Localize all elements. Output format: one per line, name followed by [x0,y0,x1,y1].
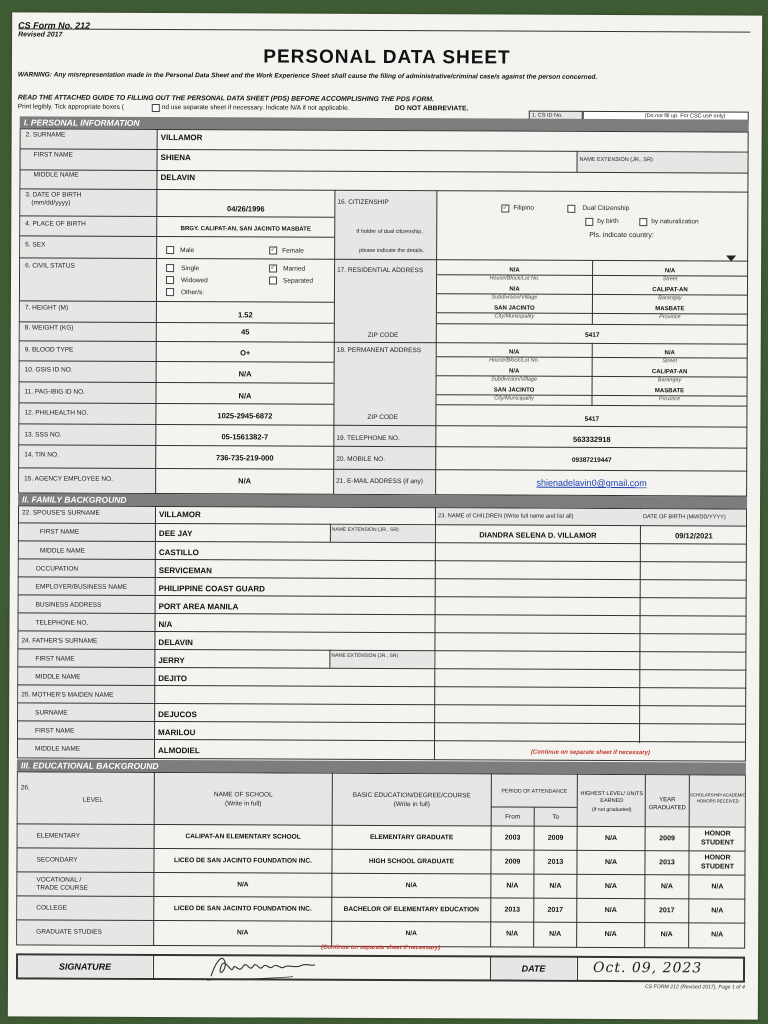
date-label: DATE [521,963,546,974]
education-school-cell: LICEO DE SAN JACINTO FOUNDATION INC. [174,857,312,865]
single-checkbox[interactable] [166,264,174,272]
occupation-value: SERVICEMAN [158,566,212,576]
sex-label: 5. SEX [25,241,46,249]
print-instruction-b: nd use separate sheet if necessary. Indicate N/A if not applicable. [161,104,350,112]
email-value[interactable]: shienadelavin0@gmail.com [536,477,647,489]
separated-label: Separated [283,277,314,285]
res-house-value: N/A [509,267,520,274]
others-label: Other/s: [180,289,205,297]
weight-value: 45 [241,327,250,337]
education-year-cell: N/A [660,931,673,939]
handwritten-date: Oct. 09, 2023 [592,959,703,977]
married-label: Married [283,265,306,273]
education-year-cell: 2013 [659,859,675,867]
agency-employee-value: N/A [238,476,252,486]
father-first-value: JERRY [158,656,185,666]
level-header: LEVEL [82,796,104,804]
education-from-cell: N/A [506,930,519,938]
education-school-cell: CALIPAT-AN ELEMENTARY SCHOOL [185,833,301,841]
education-honors-cell: N/A [711,883,724,891]
telephone-label: 19. TELEPHONE NO. [336,434,400,443]
school-subheader: (Write in full) [225,800,262,808]
spouse-telephone-label: TELEPHONE NO. [35,619,89,627]
height-value: 1.52 [238,310,253,320]
surname-value: VILLAMOR [160,133,203,143]
form-number: CS Form No. 212 [18,20,91,31]
employer-label: EMPLOYER/BUSINESS NAME [35,583,128,591]
perm-street-caption: Street [662,358,678,365]
education-continue-note: (Continue on separate sheet if necessary) [321,944,441,952]
mother-first-value: MARILOU [158,728,196,738]
school-header: NAME OF SCHOOL [213,791,273,799]
education-year-cell: N/A [660,883,673,891]
by-birth-checkbox[interactable] [585,218,593,226]
indicate-country-label: Pls. indicate country: [589,231,654,240]
dual-citizenship-label: Dual Citizenship [582,204,630,213]
pob-value: BRGY. CALIPAT-AN, SAN JACINTO MASBATE [180,226,311,233]
education-from-cell: 2013 [504,906,521,914]
spouse-name-ext-label: NAME EXTENSION (JR., SR) [331,526,399,534]
spouse-telephone-value: N/A [158,620,173,630]
section-family-background: II. FAMILY BACKGROUND [18,493,747,508]
education-honors-cell: HONOR [704,854,731,862]
res-subd-caption: Subdivision/Village [491,294,538,301]
gsis-value: N/A [238,369,252,379]
pagibig-value: N/A [238,391,252,401]
do-not-abbreviate: DO NOT ABBREVIATE. [394,105,469,113]
sss-value: 05-1561382-7 [221,432,269,442]
page-title: PERSONAL DATA SHEET [263,46,511,69]
weight-label: 8. WEIGHT (KG) [24,324,74,332]
tin-label: 14. TIN NO. [24,451,59,459]
top-rule [18,28,750,32]
perm-street-value: N/A [664,350,675,357]
first-name-value: SHIENA [160,153,191,163]
education-highest-cell: N/A [604,930,617,939]
dob-label: 3. DATE OF BIRTH [25,191,82,199]
form-reference: CS FORM 212 (Revised 2017), Page 1 of 4 [644,984,745,991]
father-middle-label: MIDDLE NAME [35,673,81,681]
filipino-checkbox[interactable]: ✓ [502,204,509,212]
section-educational-background: III. EDUCATIONAL BACKGROUND [17,759,746,774]
spouse-surname-label: 22. SPOUSE'S SURNAME [21,509,100,517]
father-surname-value: DELAVIN [158,638,193,648]
mother-middle-value: ALMODIEL [157,746,200,756]
spouse-surname-value: VILLAMOR [158,510,201,520]
spouse-middle-label: MIDDLE NAME [39,547,86,555]
education-honors-cell-line2: STUDENT [700,863,735,871]
spouse-first-label: FIRST NAME [39,528,80,536]
read-guide-text: READ THE ATTACHED GUIDE TO FILLING OUT THE PERSONAL DATA SHEET (PDS) BEFORE ACCOMPLISHING THE PDS FORM. [17,94,434,104]
education-course-cell: ELEMENTARY GRADUATE [369,833,454,842]
perm-province-value: MASBATE [654,388,685,395]
education-level: COLLEGE [36,904,68,912]
perm-brgy-caption: Barangay [657,377,682,384]
filipino-label: Filipino [513,204,534,212]
education-from-cell: N/A [506,882,519,890]
res-prov-caption: Province [659,314,681,321]
residential-address-label: 17. RESIDENTIAL ADDRESS [337,266,424,275]
mother-surname-value: DEJUCOS [158,710,197,720]
res-city-caption: City/Municipality [494,313,535,320]
from-header: From [505,813,521,821]
education-school-cell: LICEO DE SAN JACINTO FOUNDATION INC. [173,905,312,913]
course-subheader: (Write in full) [393,801,430,809]
period-header: PERIOD OF ATTENDANCE [501,788,568,795]
warning-text: WARNING: Any misrepresentation made in the Personal Data Sheet and the Work Experience Sheet shall cause the filing of administrative/criminal case/s against the person concerned. [17,71,598,81]
res-city-value: SAN JACINTO [494,305,535,312]
perm-prov-caption: Province [658,396,681,403]
education-to-cell: 2017 [547,906,564,914]
others-checkbox[interactable] [166,288,174,296]
education-level-line2: TRADE COURSE [36,884,89,892]
mobile-value: 09387219447 [571,456,612,464]
res-brgy-caption: Barangay [658,295,682,302]
telephone-value: 563332918 [573,434,611,444]
perm-zip-label: ZIP CODE [367,413,399,422]
education-year-cell: 2017 [658,907,675,915]
by-naturalization-label: by naturalization [651,218,699,226]
male-checkbox[interactable] [166,246,174,254]
dob-format: (mm/dd/yyyy) [31,199,71,207]
civil-status-label: 6. CIVIL STATUS [25,262,75,270]
dual-citizenship-checkbox[interactable] [567,205,575,213]
single-label: Single [181,265,200,273]
widowed-label: Widowed [181,277,208,285]
by-birth-label: by birth [597,217,619,226]
perm-house-caption: House/Block/Lot No. [489,357,540,364]
education-highest-cell: N/A [604,882,617,891]
dual-holder-note: If holder of dual citizenship, [356,228,423,236]
father-surname-label: 24. FATHER'S SURNAME [21,637,98,645]
education-course-cell: N/A [405,882,418,890]
highest-subheader: (if not graduated) [591,806,632,814]
citizenship-label: 16. CITIZENSHIP [337,198,389,207]
education-course-cell: N/A [405,930,417,938]
middle-name-label: MIDDLE NAME [33,171,79,179]
children-label: 23. NAME of CHILDREN (Write full name and list all) [437,513,574,520]
gsis-label: 10. GSIS ID NO. [24,366,73,374]
res-barangay-value: CALIPAT-AN [652,287,688,294]
course-header: BASIC EDUCATION/DEGREE/COURSE [352,791,471,800]
res-subdivision-value: N/A [509,286,520,293]
education-year-cell: 2009 [659,835,675,843]
education-from-cell: 2009 [504,858,521,866]
father-name-ext-label: NAME EXTENSION (JR., SR) [331,652,399,660]
child-dob-label: DATE OF BIRTH (MM/DD/YYYY) [642,514,726,521]
res-street-caption: Street [662,276,678,283]
education-school-cell: N/A [237,881,249,889]
education-course-cell: BACHELOR OF ELEMENTARY EDUCATION [343,905,479,914]
pds-form-sheet [8,12,762,1019]
signature-image [203,952,323,985]
res-zip-label: ZIP CODE [367,331,399,340]
education-to-cell: N/A [549,882,562,890]
sss-label: 13. SSS NO. [24,431,62,439]
dob-value: 04/26/1996 [227,204,265,214]
education-level: SECONDARY [36,856,78,864]
perm-house-value: N/A [509,349,520,356]
female-checkbox[interactable]: ✓ [270,246,277,254]
employer-value: PHILIPPINE COAST GUARD [158,584,265,594]
education-level: VOCATIONAL / [36,876,82,884]
middle-name-value: DELAVIN [160,173,196,183]
res-house-caption: House/Block/Lot No. [489,275,540,282]
education-level: GRADUATE STUDIES [36,928,102,936]
business-address-label: BUSINESS ADDRESS [35,601,102,609]
education-from-cell: 2003 [504,834,521,842]
blood-type-label: 9. BLOOD TYPE [24,346,74,354]
education-highest-cell: N/A [605,834,618,843]
surname-label: 2. SURNAME [25,131,66,139]
res-zip-value: 5417 [585,331,600,339]
male-label: Male [180,247,195,255]
mother-first-label: FIRST NAME [35,727,75,735]
education-school-cell: N/A [236,929,249,937]
perm-subdivision-value: N/A [508,368,520,375]
education-to-cell: 2009 [547,834,564,842]
first-name-label: FIRST NAME [33,151,73,159]
perm-city-caption: City/Municipality [494,395,534,402]
education-number: 26. [20,784,30,792]
perm-subd-caption: Subdivision/Village [491,376,538,383]
education-honors-cell: HONOR [704,830,731,838]
cs-id-label: 1. CS ID No. [531,112,563,119]
perm-barangay-value: CALIPAT-AN [651,369,688,376]
education-honors-cell: N/A [711,907,724,915]
by-naturalization-checkbox[interactable] [639,218,647,226]
perm-city-value: SAN JACINTO [493,387,535,394]
child-name-value: DIANDRA SELENA D. VILLAMOR [479,530,597,540]
mother-maiden-label: 25. MOTHER'S MAIDEN NAME [21,691,114,699]
child-dob-value: 09/12/2021 [675,531,713,541]
agency-employee-label: 15. AGENCY EMPLOYEE NO. [24,475,113,483]
signature-label: SIGNATURE [58,961,112,972]
dual-holder-note-2: please indicate the details. [359,247,424,255]
father-first-label: FIRST NAME [35,655,75,663]
female-label: Female [282,247,304,255]
business-address-value: PORT AREA MANILA [158,602,239,612]
section-personal-information: I. PERSONAL INFORMATION [20,116,749,131]
highest-header: HIGHEST LEVEL/ UNITS EARNED [580,790,644,805]
email-label: 21. E-MAIL ADDRESS (if any) [336,477,423,486]
education-honors-cell-line2: STUDENT [701,839,735,847]
print-instruction-a: Print legibly. Tick appropriate boxes ( [17,103,124,111]
honors-header: SCHOLARSHIP/ ACADEMIC HONORS RECEIVED [689,792,746,804]
year-graduated-header: YEAR GRADUATED [648,797,686,812]
spouse-middle-value: CASTILLO [158,548,199,558]
csc-use-note: (Do not fill up. For CSC use only) [644,113,726,120]
education-highest-cell: N/A [604,858,618,867]
pagibig-label: 11. PAG-IBIG ID NO. [24,388,86,396]
education-honors-cell: N/A [711,931,724,939]
form-revised: Revised 2017 [18,31,63,39]
philhealth-label: 12. PHILHEALTH NO. [24,409,89,417]
education-to-cell: 2013 [547,858,564,866]
spouse-first-value: DEE JAY [158,529,193,539]
tin-value: 736-735-219-000 [215,453,274,463]
family-continue-note: (Continue on separate sheet if necessary) [530,749,650,757]
res-province-value: MASBATE [655,306,685,313]
height-label: 7. HEIGHT (M) [24,304,69,312]
education-to-cell: N/A [549,930,562,938]
pob-label: 4. PLACE OF BIRTH [25,220,86,228]
separated-checkbox[interactable] [269,276,277,284]
mother-middle-label: MIDDLE NAME [34,745,81,753]
perm-zip-value: 5417 [584,415,600,423]
philhealth-value: 1025-2945-6872 [217,411,273,421]
name-extension-label: NAME EXTENSION (JR., SR) [579,156,653,164]
education-course-cell: HIGH SCHOOL GRADUATE [368,857,455,866]
widowed-checkbox[interactable] [166,276,174,284]
occupation-label: OCCUPATION [35,565,79,573]
permanent-address-label: 18. PERMANENT ADDRESS [336,346,422,355]
education-level: ELEMENTARY [36,832,81,840]
education-highest-cell: N/A [604,906,617,915]
blood-type-value: O+ [240,348,251,358]
to-header: To [552,813,560,821]
married-checkbox[interactable]: ✓ [270,264,277,272]
mother-surname-label: SURNAME [35,709,68,717]
res-street-value: N/A [664,268,676,275]
sample-checkbox [152,104,160,112]
mobile-label: 20. MOBILE NO. [336,455,386,463]
father-middle-value: DEJITO [158,674,188,684]
